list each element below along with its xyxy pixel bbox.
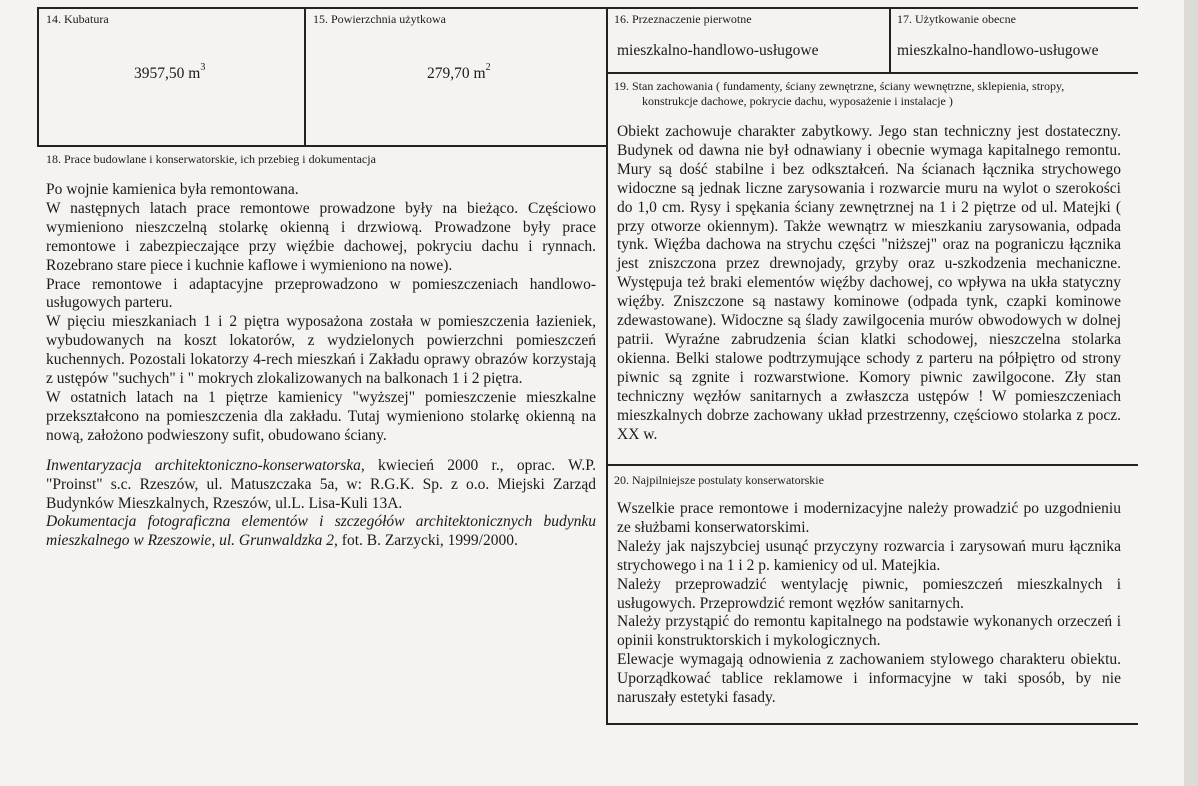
works-paragraph-4: W pięciu mieszkaniach 1 i 2 piętra wyposażona została w pomieszczenia łazieniek, wybudowanych na koszt lokatorów, z wydzielonych powierzchni pomieszczeń kuchennych. Pozostali lokatorzy 4-rech mieszkań i Zakładu oprawy obrazów korzystają z ustępów "suchych" i " mokrych zlokalizowanych na balkonach 1 i 2 piętra.: [46, 313, 596, 388]
field-16-label: 16. Przeznaczenie pierwotne: [614, 12, 752, 26]
volume-value: 3957,50 m: [134, 65, 201, 82]
postulate-1: Wszelkie prace remontowe i modernizacyjne należy prowadzić po uzgodnieniu ze służbami konserwatorskimi.: [617, 500, 1121, 536]
reference-2: [46, 513, 596, 551]
field-20-label: 20. Najpilniejsze postulaty konserwatorskie: [614, 473, 824, 487]
field-15-label: 15. Powierzchnia użytkowa: [313, 12, 446, 26]
divider-16-17: [889, 7, 891, 74]
postulate-5: Elewacje wymagają odnowienia z zachowaniem stylowego charakteru obiektu. Uporządkować tablice reklamowe i informacyjne w taki sposób, by nie naruszały estetyki fasady.: [617, 651, 1121, 707]
field-15-value: [427, 59, 491, 83]
center-divider: [606, 7, 608, 725]
reference-1: [46, 457, 596, 514]
postulate-4: Należy przystąpić do remontu kapitalnego na podstawie wykonanych orzeczeń i opinii konstruktorskich i mykologicznych.: [617, 613, 1121, 650]
postulate-3: Należy przeprowadzić wentylację piwnic, pomieszczeń mieszkalnych i usługowych. Przeprowdzić remont węzłów sanitarnych.: [617, 575, 1121, 612]
field-19-label-line2: konstrukcje dachowe, pokrycie dachu, wyposażenie i instalacje ): [642, 94, 953, 108]
reference-1-title: Inwentaryzacja architektoniczno-konserwatorska,: [46, 456, 365, 474]
row-divider-19-20: [606, 464, 1138, 466]
field-17-value: mieszkalno-handlowo-usługowe: [897, 42, 1099, 59]
postulate-2: Należy jak najszybciej usunąć przyczyny rozwarcia i zarysowań muru łącznika strychowego i na 1 i 2 p. kamienicy od ul. Matejkia.: [617, 537, 1121, 574]
field-18-label: 18. Prace budowlane i konserwatorskie, ich przebieg i dokumentacja: [46, 152, 376, 166]
reference-2-details: fot. B. Zarzycki, 1999/2000.: [337, 532, 518, 550]
field-17-label: 17. Użytkowanie obecne: [897, 12, 1016, 26]
paragraph-gap: [46, 446, 596, 457]
row-divider-16-19: [606, 72, 1138, 74]
bottom-border-20: [606, 723, 1138, 725]
reference-1-details: kwiecień 2000 r., oprac. W.P. "Proinst" s.c. Rzeszów, ul. Matuszczaka 5a, w: R.G.K. Sp. z o.o. Miejski Zarząd Budynków Mieszkalnych, Rzeszów, ul.L. Lisa-Kuli 13A.: [46, 456, 596, 512]
field-14-label: 14. Kubatura: [46, 12, 109, 26]
field-19-label-line1: 19. Stan zachowania ( fundamenty, ściany zewnętrzne, ściany wewnętrzne, sklepienia, stropy,: [614, 79, 1065, 93]
row-divider-15-18: [37, 145, 607, 147]
field-19-label: [614, 79, 1134, 109]
field-19-text: [617, 123, 1121, 444]
works-paragraph-5: W ostatnich latach na 1 piętrze kamienicy "wyższej" pomieszczenie mieszkalne przekształcono na pomieszczenia dla zakładu. Tutaj wymieniono stolarkę okienną na nową, założono podwieszony sufit, obudowano ściany.: [46, 388, 596, 444]
field-18-text: [46, 181, 596, 551]
top-border: [37, 7, 1138, 9]
reference-2-title: Dokumentacja fotograficzna elementów i szczegółów architektonicznych budynku mieszkalnego w Rzeszowie, ul. Grunwaldzka 2,: [46, 513, 596, 550]
field-20-text: [617, 500, 1121, 708]
area-value: 279,70 m: [427, 65, 486, 82]
works-paragraph-1: Po wojnie kamienica była remontowana.: [46, 181, 299, 198]
page-edge: [1184, 0, 1198, 786]
condition-description: Obiekt zachowuje charakter zabytkowy. Jego stan techniczny jest dostateczny. Budynek od dawna nie był odnawiany i obecnie wymaga kapitalnego remontu. Mury są dość stabilne i bez odkształceń. Na ścianach łącznika strychowego widoczne są jednak liczne zarysowania i rozwarcie muru na wylot o szerokości do 1,0 cm. Rysy i spękania ściany zewnętrznej na 1 i 2 piętrze od ul. Matejki ( przy otworze okiennym). Także wewnątrz w mieszkaniu zarysowania, odpada tynk. Więźba dachowa na strychu części "niższej" oraz na pograniczu łącznika jest zniszczona przez drewnojady, grzyby oraz u-szkodzenia mechaniczne. Występuja też braki elementów więźby dachowej, co wpływa na ukła statyczny więźby. Zniszczone są nastawy kominowe (odpada tynk, czapki kominowe zdewastowane). Widoczne są ślady zawilgocenia murów obwodowych w dolnej patrii. Wyraźne zabrudzenia ścian klatki schodowej, nieszczelna stolarka okienna. Belki stalowe podtrzymujące schody z parteru na półpiętro od strony piwnic są zgnite i rozwarstwione. Komory piwnic zawilgocone. Zły stan techniczny węzłów sanitarnych a zwłaszcza ustępów ! W pomieszczeniach mieszkalnych dobrze zachowany układ przestrzenny, częściowo stolarka z pocz. XX w.: [617, 123, 1121, 443]
field-14-value: [134, 59, 205, 83]
works-paragraph-3: Prace remontowe i adaptacyjne przeprowadzono w pomieszczeniach handlowo-usługowych parteru.: [46, 275, 596, 312]
area-unit-sup: 2: [485, 62, 491, 73]
divider-14-15: [304, 7, 306, 146]
works-paragraph-2: W następnych latach prace remontowe prowadzone były na bieżąco. Częściowo wymieniono nieszczelną stolarkę okienną i drzwiową. Prowadzone były prace remontowe i zabezpieczające przy więźbie dachowej, pokryciu dachu i rynnach. Rozebrano stare piece i kuchnie kaflowe i wymieniono na nowe).: [46, 199, 596, 274]
volume-unit-sup: 3: [200, 62, 206, 73]
field-16-value: mieszkalno-handlowo-usługowe: [617, 42, 819, 59]
left-border: [37, 7, 39, 146]
